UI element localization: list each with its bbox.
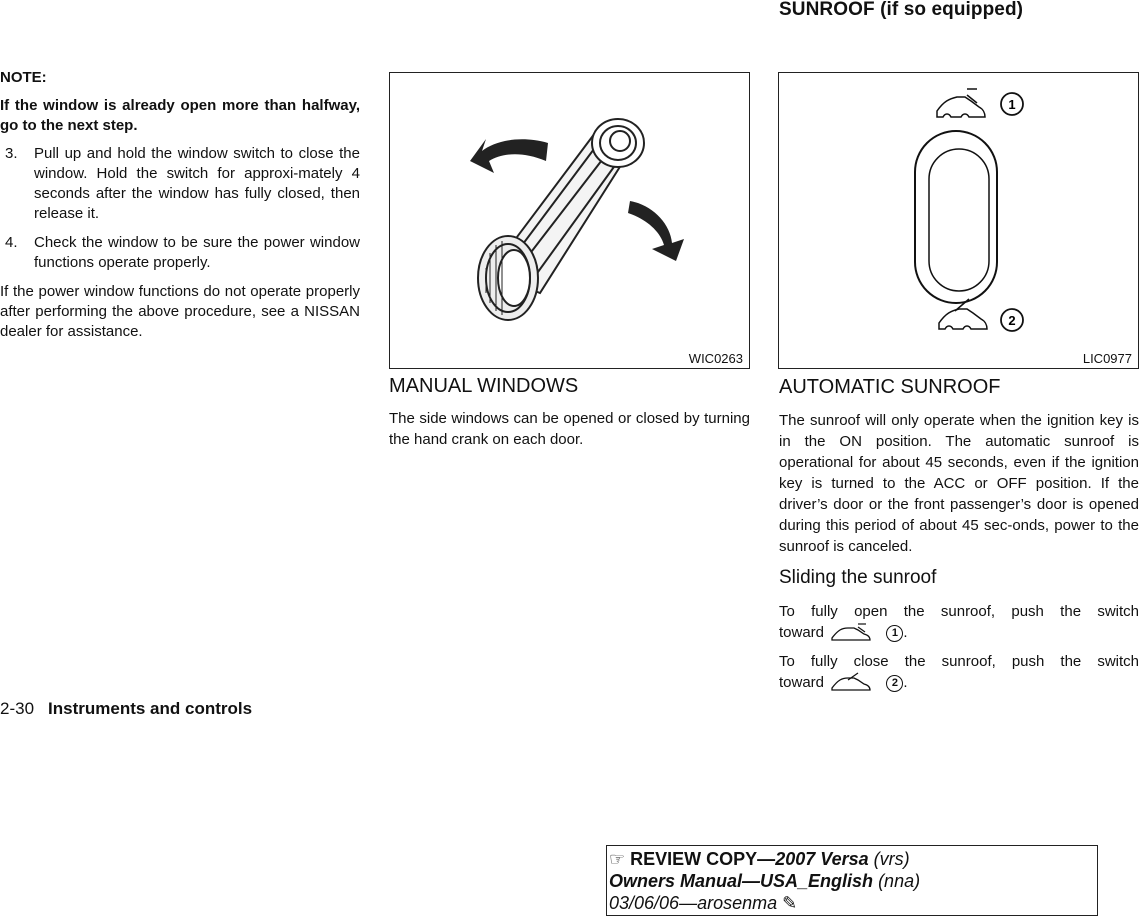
circled-number-2: 2 bbox=[886, 675, 903, 692]
step-number: 4. bbox=[5, 234, 18, 251]
switch-body-icon bbox=[915, 131, 997, 303]
close-instruction bbox=[779, 651, 1139, 694]
sunroof-switch-illustration bbox=[779, 73, 1138, 368]
step-text: Check the window to be sure the power window functions operate properly. bbox=[34, 234, 360, 271]
period: . bbox=[903, 624, 908, 641]
open-line-toward bbox=[779, 622, 1139, 644]
review-line-2 bbox=[609, 870, 1097, 892]
review-copy-label: REVIEW COPY— bbox=[630, 849, 776, 869]
label-2: 2 bbox=[1008, 313, 1016, 328]
model-code: (vrs) bbox=[868, 849, 910, 869]
pointing-hand-icon: ☞ bbox=[609, 849, 626, 869]
model-name: 2007 Versa bbox=[775, 849, 869, 869]
car-roof-open-icon bbox=[828, 622, 876, 644]
page-footer bbox=[0, 699, 252, 719]
page-number: 2-30 bbox=[0, 699, 35, 718]
review-copy-box bbox=[606, 845, 1098, 916]
figure-code: LIC0977 bbox=[1082, 351, 1132, 366]
sunroof-switch-figure bbox=[778, 72, 1139, 369]
step-item bbox=[0, 144, 360, 224]
date-author: 03/06/06—arosenma bbox=[609, 893, 778, 913]
rotate-arrow-right-icon bbox=[628, 201, 684, 261]
step-item bbox=[0, 233, 360, 273]
closing-paragraph: If the power window functions do not operate properly after performing the above procedure, see a NISSAN dealer for assistance. bbox=[0, 283, 360, 340]
automatic-sunroof-heading: AUTOMATIC SUNROOF bbox=[779, 376, 1001, 398]
open-line: To fully open the sunroof, push the switch bbox=[779, 603, 1139, 620]
manual-code: (nna) bbox=[873, 871, 921, 891]
period: . bbox=[903, 674, 908, 691]
step-number: 3. bbox=[5, 145, 18, 162]
step-text: Pull up and hold the window switch to close the window. Hold the switch for approxi-mately 4 seconds after the window has fully closed, then release it. bbox=[34, 145, 360, 222]
manual-name: Owners Manual—USA_English bbox=[609, 871, 874, 891]
left-column bbox=[0, 68, 360, 342]
car-roof-open-icon bbox=[937, 89, 985, 117]
crank-figure bbox=[389, 72, 750, 369]
review-line-1 bbox=[609, 848, 1097, 870]
label-1: 1 bbox=[1008, 97, 1016, 112]
manual-windows-text: The side windows can be opened or closed by turning the hand crank on each door. bbox=[389, 410, 750, 448]
rotate-arrow-left-icon bbox=[470, 139, 548, 173]
toward-text: toward bbox=[779, 674, 825, 691]
automatic-sunroof-text: The sunroof will only operate when the ignition key is in the ON position. The automatic sunroof is operational for about 45 seconds, even if the ignition key is turned to the ACC or OFF position. If the driver’s door or the front passenger’s door is opened during this period of about 45 sec-onds, power to the sunroof is canceled. bbox=[779, 412, 1139, 555]
close-line: To fully close the sunroof, push the switch bbox=[779, 653, 1139, 670]
open-instruction bbox=[779, 601, 1139, 644]
toward-text: toward bbox=[779, 624, 825, 641]
writing-hand-icon: ✎ bbox=[782, 893, 798, 913]
note-label: NOTE: bbox=[0, 69, 47, 86]
window-crank-illustration bbox=[390, 73, 749, 368]
close-line-toward bbox=[779, 672, 1139, 694]
section-title: SUNROOF (if so equipped) bbox=[779, 0, 1024, 20]
figure-code: WIC0263 bbox=[688, 351, 743, 366]
sliding-sunroof-subheading: Sliding the sunroof bbox=[779, 567, 937, 588]
label-2-marker bbox=[1001, 309, 1023, 331]
label-1-marker bbox=[1001, 93, 1023, 115]
car-roof-close-icon bbox=[828, 672, 876, 694]
car-roof-close-icon bbox=[939, 299, 987, 329]
manual-windows-heading: MANUAL WINDOWS bbox=[389, 375, 579, 397]
review-line-3 bbox=[609, 892, 1097, 914]
circled-number-1: 1 bbox=[886, 625, 903, 642]
chapter-title: Instruments and controls bbox=[48, 699, 253, 718]
note-text: If the window is already open more than halfway, go to the next step. bbox=[0, 97, 360, 134]
